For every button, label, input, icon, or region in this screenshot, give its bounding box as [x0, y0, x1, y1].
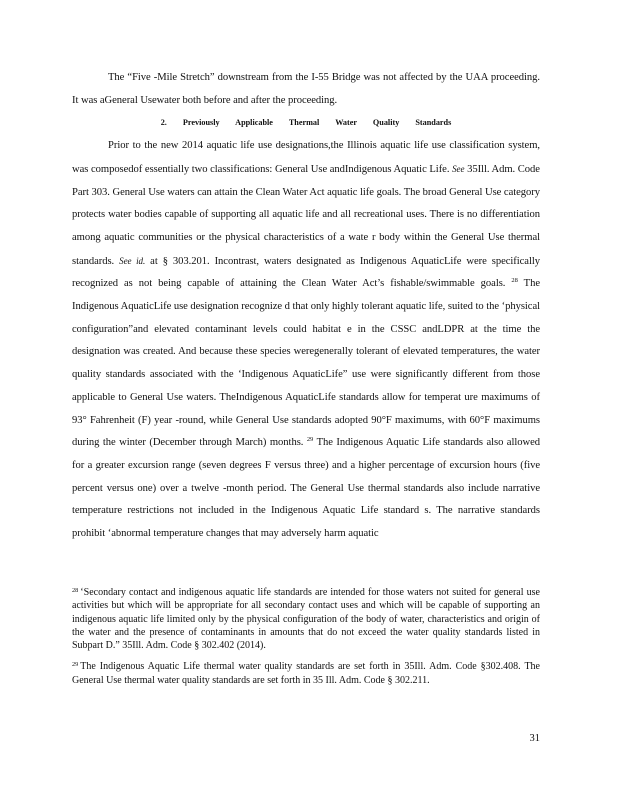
paragraph-five-mile-stretch: The “Five -Mile Stretch” downstream from the I-55 Bridge was not affected by the UAA proceeding. It was aGeneral Usewater both before and after the proceeding. [72, 72, 540, 106]
footnote [72, 586, 540, 652]
footnote-number: 29 [72, 661, 79, 669]
footnote-text: ‘Secondary contact and indigenous aquatic life standards are intended for those waters not suited for general use activities but which will be appropriate for all secondary contact uses and which will be capable of supporting an indigenous aquatic life limited only by the physical configuration of the body of water, characteristics and origin of the water and the presence of contaminants in amounts that do not exceed the water quality standards listed in Subpart D.” 35Ill. Adm. Code § 302.402 (2014). [72, 587, 540, 652]
paragraph-text: The Indigenous Aquatic Life standards also allowed for a greater excursion range (seven degrees F versus three) and a higher percentage of excursion hours (five percent versus one) over a twelve -month period. The General Use thermal standards also include narrative temperature restrictions not included in the Indigenous Aquatic Life standard s. The narrative standards prohibit ‘abnormal temperature changes that may adversely harm aquatic [72, 437, 540, 540]
paragraph-text: Prior to the new 2014 aquatic life use designations,the Illinois aquatic life use classification system, was composedof essentially two classifications: General Use andIndigenous Aquatic Life. [72, 140, 540, 175]
footnote-number: 28 [72, 587, 79, 594]
citation-signal: See [452, 163, 465, 174]
footnote-reference-29[interactable]: 29 [306, 436, 314, 444]
citation-signal: See id. [119, 255, 146, 266]
footnotes-section [72, 586, 540, 695]
paragraph-text: at § 303.201. Incontrast, waters designated as Indigenous AquaticLife were specifically recognized as not being capable of attaining the Clean Water Act’s fishable/swimmable goals. [72, 255, 540, 290]
paragraph-text: The Indigenous AquaticLife use designation recognize d that only highly tolerant aquatic life, suited to the ‘physical configuration”and elevated contaminant levels could habitat e in the CSSC andLDPR at the time the designation was created. And because these species weregenerally tolerant of elevated temperatures, the water quality standards associated with the ‘Indigenous AquaticLife” use were significantly different from those applicable to General Use waters. TheIndigenous AquaticLife standards allow for temperat ure maximums of 93° Fahrenheit (F) year -round, while General Use standards adopted 90°F maximums, with 60°F maximums during the winter (December through March) months. [72, 278, 540, 449]
footnote-text: The Indigenous Aquatic Life thermal water quality standards are set forth in 35Ill. Adm. Code §302.408. The General Use thermal water quality standards are set forth in 35 Ill. Adm. Code § 302.211. [72, 661, 540, 686]
section-heading: 2. Previously Applicable Thermal Water Quality Standards [160, 118, 452, 128]
body-text [72, 67, 540, 546]
footnote [72, 660, 540, 687]
paragraph-previous-standards [72, 135, 540, 546]
paragraph-text: 35Ill. Adm. Code Part 303. General Use waters can attain the Clean Water Act aquatic life goals. The broad General Use category protects water bodies capable of supporting all aquatic life and all recreational uses. There is no differentiation among aquatic communities or the physical characteristics of a wate r body within the General Use thermal standards. [72, 163, 540, 267]
footnote-reference-28[interactable]: 28 [511, 277, 518, 285]
page-number: 31 [529, 733, 540, 744]
